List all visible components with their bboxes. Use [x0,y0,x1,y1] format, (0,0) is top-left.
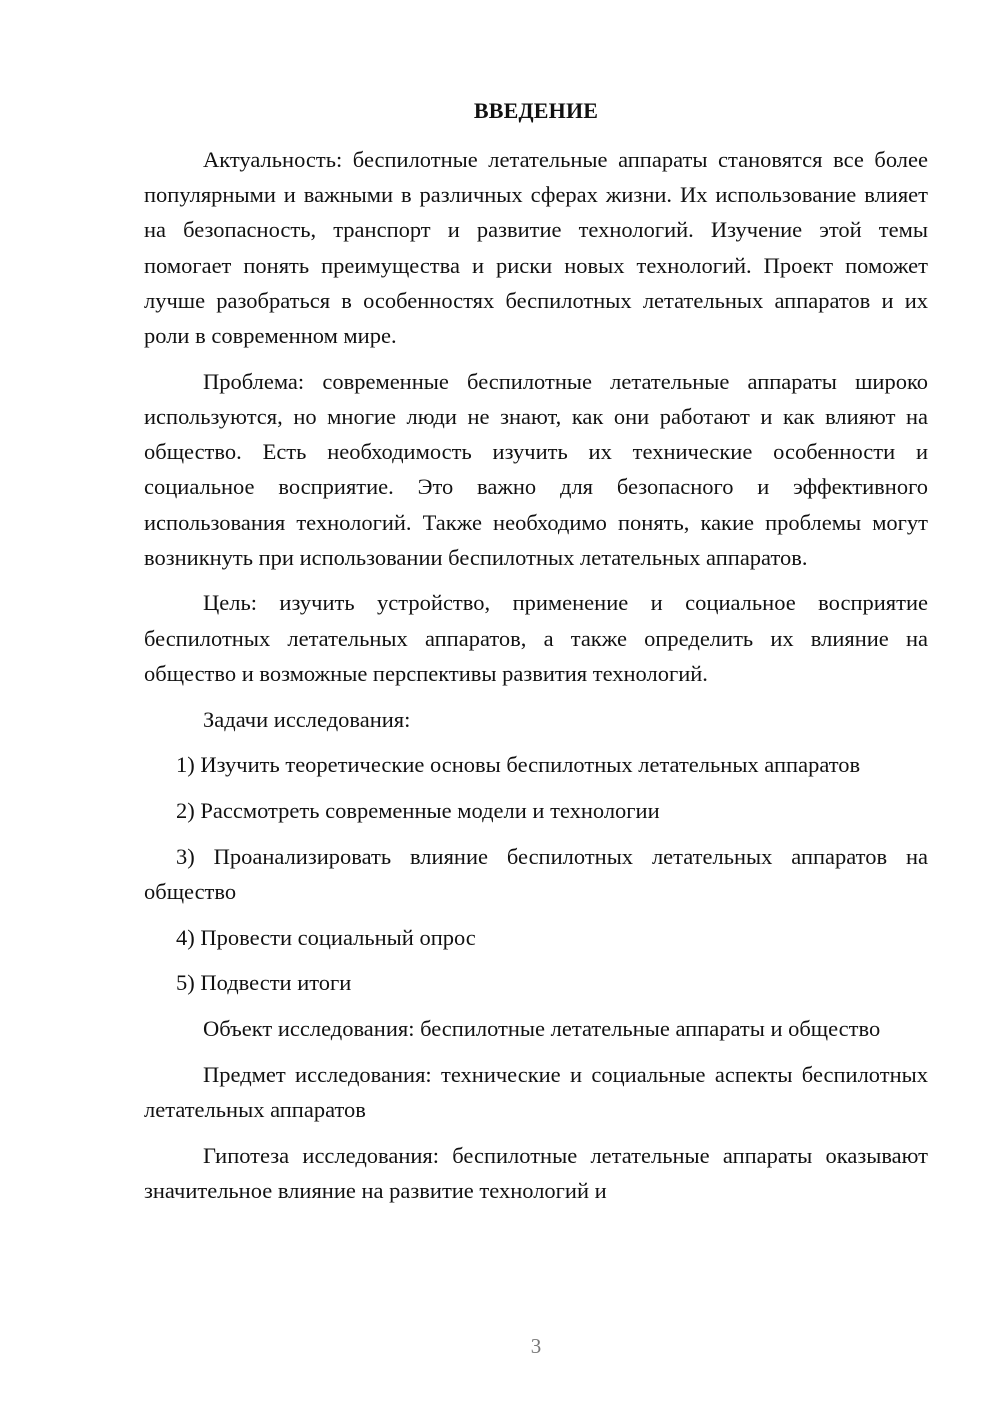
page-content [144,96,928,1218]
paragraph-goal: Цель: изучить устройство, применение и социальное восприятие беспилотных летательных аппаратов, а также определить их влияние на общество и возможные перспективы развития технологий. [144,590,928,686]
section-heading: ВВЕДЕНИЕ [473,98,599,123]
task-item-4: 4) Провести социальный опрос [176,924,476,950]
paragraph-problem: Проблема: современные беспилотные летательные аппараты широко используются, но многие люди не знают, как они работают и как влияют на общество. Есть необходимость изучить их технические особенности и социальное восприятие. Это важно для безопасного и эффективного использования технологий. Также необходимо понять, какие проблемы могут возникнуть при использовании беспилотных летательных аппаратов. [144,368,928,570]
task-item-5: 5) Подвести итоги [176,970,352,996]
task-item-3: 3) Проанализировать влияние беспилотных летательных аппаратов на общество [144,843,928,904]
page-number: 3 [530,1334,542,1358]
task-item-1: 1) Изучить теоретические основы беспилотных летательных аппаратов [176,752,861,778]
task-item-2: 2) Рассмотреть современные модели и технологии [176,797,660,823]
paragraph-subject: Предмет исследования: технические и социальные аспекты беспилотных летательных аппаратов [144,1061,928,1122]
paragraph-hypothesis: Гипотеза исследования: беспилотные летательные аппараты оказывают значительное влияние на развитие технологий и [144,1142,928,1203]
paragraph-relevance: Актуальность: беспилотные летательные аппараты становятся все более популярными и важными в различных сферах жизни. Их использование влияет на безопасность, транспорт и развитие технологий. Изучение этой темы помогает понять преимущества и риски новых технологий. Проект поможет лучше разобраться в особенностях беспилотных летательных аппаратов и их роли в современном мире. [144,147,928,349]
paragraph-tasks-intro: Задачи исследования: [203,706,411,732]
paragraph-object: Объект исследования: беспилотные летательные аппараты и общество [203,1015,881,1041]
